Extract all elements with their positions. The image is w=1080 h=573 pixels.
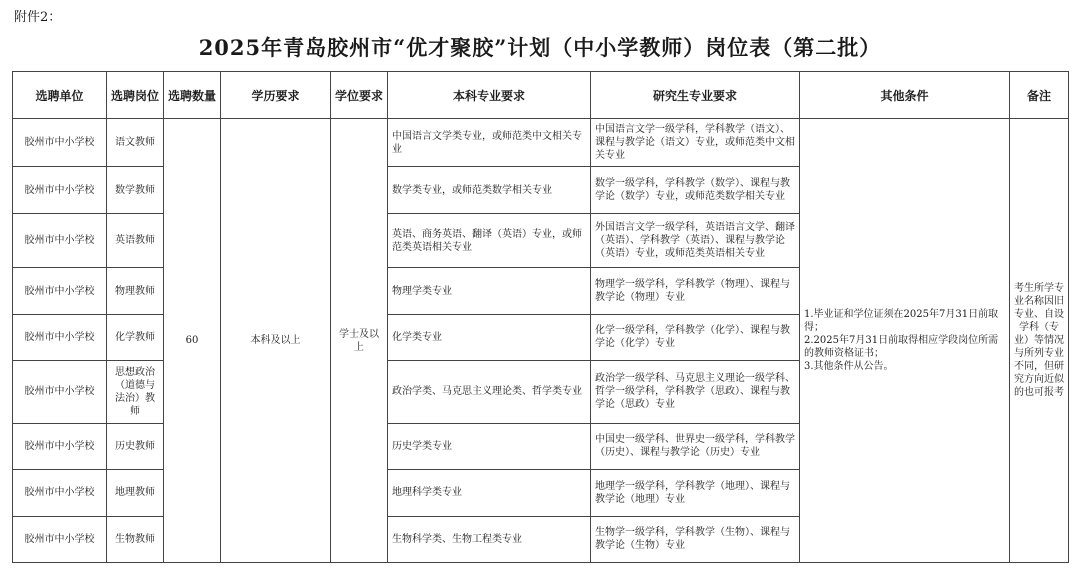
post-cell: 历史教师	[107, 423, 164, 469]
post-cell: 数学教师	[107, 167, 164, 213]
quantity-cell: 60	[164, 119, 221, 563]
grad-major-cell: 数学一级学科，学科教学（数学）、课程与教学论（数学）专业，或师范类数学相关专业	[591, 167, 800, 213]
post-cell: 地理教师	[107, 470, 164, 516]
undergrad-major-cell: 中国语言文学类专业，或师范类中文相关专业	[388, 119, 591, 167]
grad-major-cell: 化学一级学科，学科教学（化学）、课程与教学论（化学）专业	[591, 314, 800, 360]
positions-table	[12, 71, 1069, 563]
grad-major-cell: 生物学一级学科，学科教学（生物）、课程与教学论（生物）专业	[591, 516, 800, 563]
header-row	[13, 72, 1069, 119]
header-education: 学历要求	[221, 72, 331, 119]
grad-major-cell: 中国语言文学一级学科，学科教学（语文）、课程与教学论（语文）专业，或师范类中文相关专业	[591, 119, 800, 167]
undergrad-major-cell: 化学类专业	[388, 314, 591, 360]
undergrad-major-cell: 英语、商务英语、翻译（英语）专业，或师范类英语相关专业	[388, 213, 591, 267]
unit-cell: 胶州市中小学校	[13, 423, 107, 469]
post-cell: 化学教师	[107, 314, 164, 360]
remarks-cell: 考生所学专业名称因旧专业、自设学科（专业）等情况与所列专业不同，但研究方向近似的也可报考	[1010, 119, 1069, 563]
grad-major-cell: 地理学一级学科，学科教学（地理）、课程与教学论（地理）专业	[591, 470, 800, 516]
unit-cell: 胶州市中小学校	[13, 119, 107, 167]
header-remarks: 备注	[1010, 72, 1069, 119]
undergrad-major-cell: 地理科学类专业	[388, 470, 591, 516]
header-degree: 学位要求	[331, 72, 388, 119]
grad-major-cell: 中国史一级学科、世界史一级学科，学科教学（历史）、课程与教学论（历史）专业	[591, 423, 800, 469]
header-quantity: 选聘数量	[164, 72, 221, 119]
document-title: 2025年青岛胶州市“优才聚胶”计划（中小学教师）岗位表（第二批）	[198, 35, 882, 60]
education-cell: 本科及以上	[221, 119, 331, 563]
undergrad-major-cell: 物理学类专业	[388, 268, 591, 314]
header-grad-major: 研究生专业要求	[591, 72, 800, 119]
unit-cell: 胶州市中小学校	[13, 268, 107, 314]
unit-cell: 胶州市中小学校	[13, 213, 107, 267]
undergrad-major-cell: 政治学类、马克思主义理论类、哲学类专业	[388, 361, 591, 424]
undergrad-major-cell: 历史学类专业	[388, 423, 591, 469]
grad-major-cell: 物理学一级学科，学科教学（物理）、课程与教学论（物理）专业	[591, 268, 800, 314]
header-post: 选聘岗位	[107, 72, 164, 119]
undergrad-major-cell: 生物科学类、生物工程类专业	[388, 516, 591, 563]
other-conditions-cell: 1.毕业证和学位证须在2025年7月31日前取得； 2.2025年7月31日前取得相应学段岗位所需的教师资格证书； 3.其他条件从公告。	[800, 119, 1010, 563]
attachment-label: 附件2：	[14, 10, 62, 25]
unit-cell: 胶州市中小学校	[13, 470, 107, 516]
header-unit: 选聘单位	[13, 72, 107, 119]
post-cell: 生物教师	[107, 516, 164, 563]
post-cell: 思想政治（道德与法治）教师	[107, 361, 164, 424]
post-cell: 语文教师	[107, 119, 164, 167]
degree-cell: 学士及以上	[331, 119, 388, 563]
header-other-conditions: 其他条件	[800, 72, 1010, 119]
unit-cell: 胶州市中小学校	[13, 314, 107, 360]
grad-major-cell: 政治学一级学科、马克思主义理论一级学科、哲学一级学科，学科教学（思政）、课程与教学论（思政）专业	[591, 361, 800, 424]
unit-cell: 胶州市中小学校	[13, 167, 107, 213]
post-cell: 物理教师	[107, 268, 164, 314]
undergrad-major-cell: 数学类专业，或师范类数学相关专业	[388, 167, 591, 213]
header-undergrad-major: 本科专业要求	[388, 72, 591, 119]
post-cell: 英语教师	[107, 213, 164, 267]
grad-major-cell: 外国语言文学一级学科，英语语言文学、翻译（英语）、学科教学（英语）、课程与教学论（英语）专业，或师范类英语相关专业	[591, 213, 800, 267]
unit-cell: 胶州市中小学校	[13, 361, 107, 424]
unit-cell: 胶州市中小学校	[13, 516, 107, 563]
table-row	[13, 119, 1069, 167]
